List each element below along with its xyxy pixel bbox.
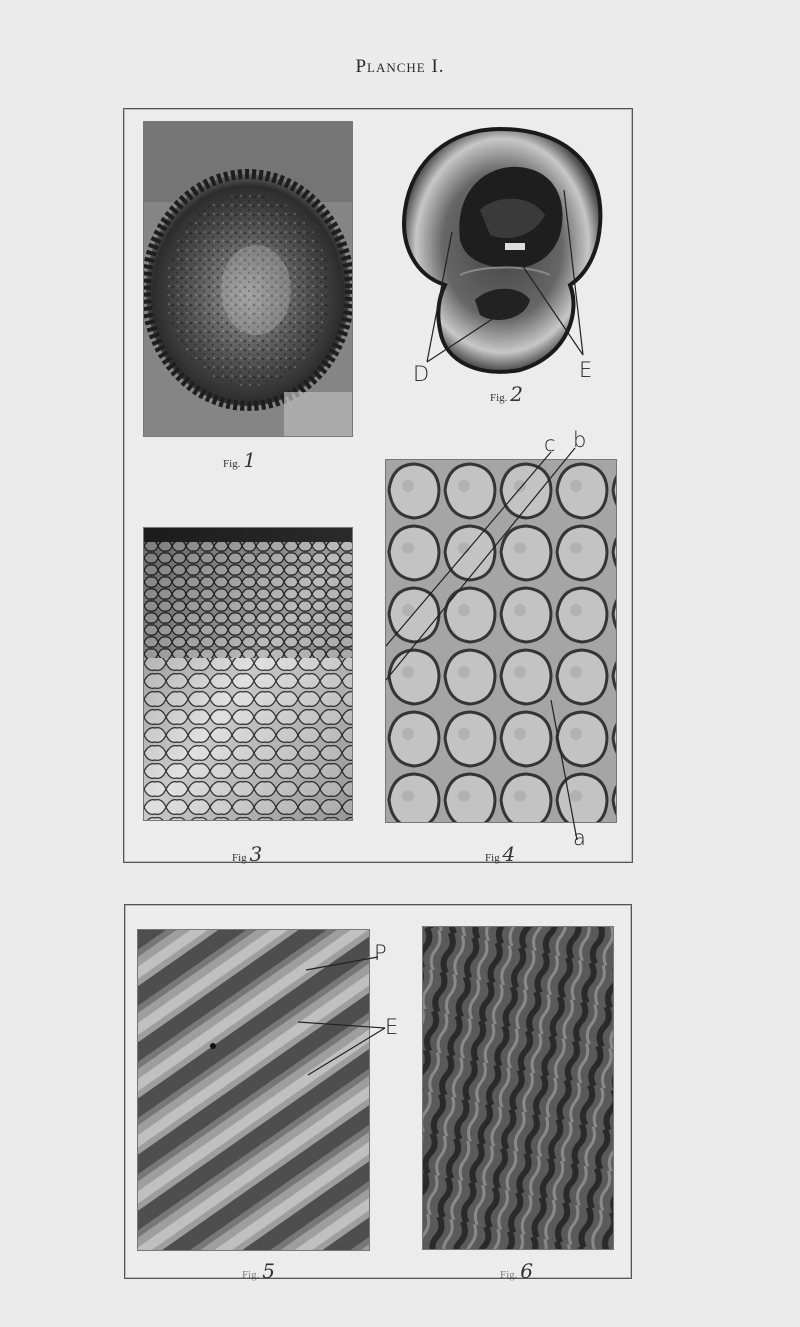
figure-6-caption-label: Fig. (500, 1269, 518, 1281)
figure-1-caption-label: Fig. (223, 458, 241, 470)
figure-5-label-e: E (385, 1015, 399, 1039)
figure-1-caption (223, 448, 256, 472)
figure-5-caption (242, 1259, 275, 1283)
figure-3-caption-number: 3 (249, 842, 263, 866)
figure-4-label-a: a (573, 826, 586, 850)
figure-3-image (143, 527, 353, 821)
figure-2-caption (490, 382, 523, 406)
plate-title: Planche I. (355, 56, 445, 77)
figure-2-caption-number: 2 (510, 382, 523, 406)
figure-6-caption-number: 6 (520, 1259, 533, 1283)
figure-5-caption-label: Fig. (242, 1269, 260, 1281)
figure-6-image (422, 926, 614, 1250)
figure-1-image (143, 121, 353, 437)
figure-2-label-e: E (579, 358, 593, 382)
figure-5-caption-number: 5 (262, 1259, 275, 1283)
figure-2-caption-label: Fig. (490, 392, 508, 404)
figure-4-label-b: b (573, 428, 587, 452)
figure-5-label-p: P (374, 941, 387, 965)
figure-2-label-d: D (413, 362, 430, 386)
figure-4-image (385, 459, 617, 823)
figure-1-caption-number: 1 (243, 448, 256, 472)
figure-6-caption (500, 1259, 533, 1283)
figure-2-image (400, 125, 605, 380)
figure-5-image (137, 929, 370, 1251)
figure-4-label-c: c (544, 432, 556, 456)
figure-4-caption-number: 4 (502, 842, 516, 866)
figure-3-caption (232, 842, 262, 866)
figure-3-caption-label: Fig (232, 852, 247, 864)
figure-4-caption (485, 842, 515, 866)
figure-4-caption-label: Fig (485, 852, 500, 864)
